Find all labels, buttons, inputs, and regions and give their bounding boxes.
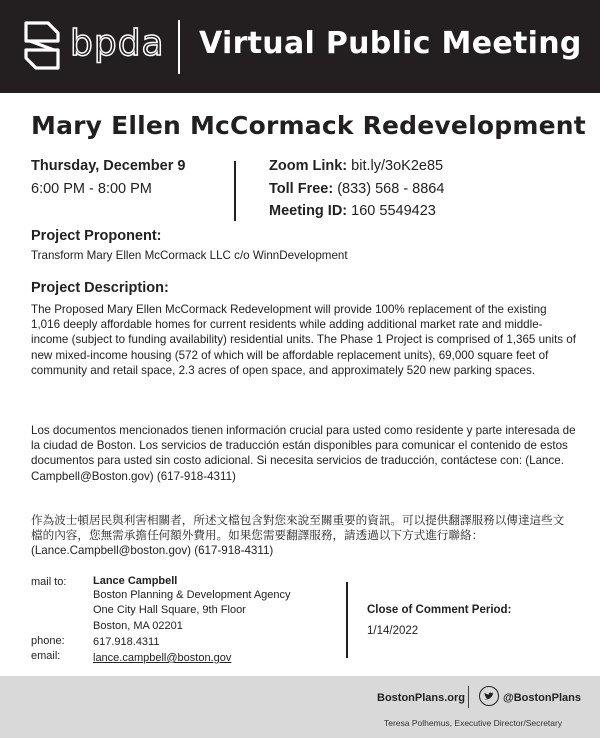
- toll-free-value: (833) 568 - 8864: [337, 181, 445, 197]
- contact-name: Lance Campbell: [93, 575, 178, 587]
- meeting-id-label: Meeting ID:: [269, 203, 348, 219]
- twitter-icon: [479, 686, 499, 706]
- contact-divider: [346, 582, 348, 658]
- email-label: email:: [31, 650, 61, 662]
- toll-free-row: [269, 181, 444, 197]
- meeting-id-value: 160 5549423: [351, 203, 436, 219]
- zoom-link-label: Zoom Link:: [269, 158, 348, 174]
- toll-free-label: Toll Free:: [269, 181, 334, 197]
- contact-email-link[interactable]: lance.campbell@boston.gov: [93, 652, 232, 664]
- description-chinese: 作為波士頓居民與利害相關者，所述文檔包含對您來說至關重要的資訊。可以提供翻譯服務以傳達這些文檔的內容，您無需承擔任何額外費用。如果您需要翻譯服務，請透過以下方式進行聯絡： (Lance.Campbell@boston.gov) (617-918-4311): [31, 514, 565, 558]
- mail-label: mail to:: [31, 576, 67, 588]
- twitter-handle-link[interactable]: @BostonPlans: [503, 692, 581, 704]
- logo-text: bpda: [70, 23, 165, 64]
- description-heading: Project Description:: [31, 280, 169, 296]
- meeting-time: 6:00 PM - 8:00 PM: [31, 181, 152, 197]
- proponent-text: Transform Mary Ellen McCormack LLC c/o WinnDevelopment: [31, 249, 348, 262]
- footer: [0, 676, 600, 738]
- header-divider: [178, 20, 180, 74]
- website-link[interactable]: BostonPlans.org: [377, 692, 466, 704]
- bpda-logo-icon: [22, 19, 62, 72]
- meeting-id-row: [269, 203, 436, 219]
- meeting-date: Thursday, December 9: [31, 158, 186, 174]
- footer-divider: [468, 686, 469, 708]
- contact-address2: Boston, MA 02201: [93, 620, 183, 632]
- contact-phone[interactable]: 617.918.4311: [93, 636, 160, 648]
- executive-director: Teresa Polhemus, Executive Director/Secretary: [384, 718, 563, 728]
- description-spanish: Los documentos mencionados tienen información crucial para usted como residente y parte interesada de la ciudad de Boston. Los servicios de traducción están disponibles para comunicar el contenido de estos documentos para usted sin costo adicional. Si necesita servicios de traducción, contáctese con: (Lance. Campbell@Boston.gov) (617-918-4311): [31, 424, 576, 483]
- comment-period-date: 1/14/2022: [367, 625, 419, 637]
- phone-label: phone:: [31, 635, 65, 647]
- proponent-heading: Project Proponent:: [31, 228, 162, 244]
- document-title: Mary Ellen McCormack Redevelopment: [31, 111, 586, 140]
- zoom-link-row[interactable]: [269, 158, 443, 174]
- contact-org: Boston Planning & Development Agency: [93, 589, 291, 601]
- page-title: Virtual Public Meeting: [199, 26, 582, 61]
- zoom-link-value[interactable]: bit.ly/3oK2e85: [351, 158, 444, 174]
- meeting-divider: [234, 161, 236, 221]
- contact-address1: One City Hall Square, 9th Floor: [93, 604, 246, 616]
- description-english: The Proposed Mary Ellen McCormack Redevelopment will provide 100% replacement of the existing 1,016 deeply affordable homes for current residents while adding additional market rate and middle-income (subject to funding availability) residential units. The Phase 1 Project is comprised of 1,365 units of new mixed-income housing (572 of which will be affordable replacement units), 69,000 square feet of community and retail space, 2.3 acres of open space, and approximately 520 new parking spaces.: [31, 303, 576, 377]
- comment-period-heading: Close of Comment Period:: [367, 604, 512, 616]
- header-banner: [0, 0, 600, 93]
